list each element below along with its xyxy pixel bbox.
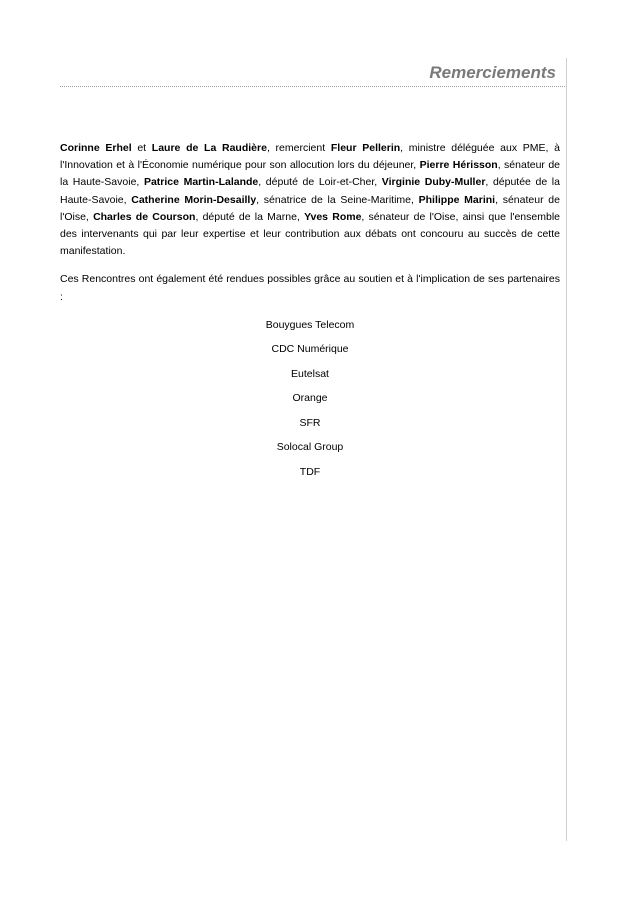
paragraph-text: , sénatrice de la Seine-Maritime,: [256, 193, 419, 206]
person-name: Fleur Pellerin: [330, 142, 401, 154]
acknowledgment-paragraph: [60, 140, 560, 260]
partner-item: Solocal Group: [276, 441, 344, 454]
paragraph-text: , remercient: [266, 142, 331, 154]
title-divider: [60, 86, 565, 87]
partner-item: SFR: [299, 416, 321, 429]
partner-item: TDF: [299, 465, 321, 478]
paragraph-text: , ministre déléguée aux PME, à l'Innovation et à l'Économie numérique pour son allocution lors du déjeuner,: [60, 142, 560, 172]
paragraph-text: , sénateur de l'Oise, ainsi que l'ensemble des intervenants qui par leur expertise et leur contribution aux débats ont concouru au succès de cette manifestation.: [60, 210, 560, 258]
page-margin-line: [566, 58, 567, 841]
person-name: Corinne Erhel: [60, 142, 132, 154]
paragraph-text: , sénateur de l'Oise,: [60, 193, 560, 223]
person-name: Virginie Duby-Muller: [381, 176, 486, 189]
partner-item: Orange: [292, 392, 328, 405]
page-title: Remerciements: [429, 63, 556, 82]
partners-list: [60, 317, 560, 481]
partner-item: Eutelsat: [291, 367, 329, 380]
person-name: Laure de La Raudière: [151, 142, 267, 154]
partner-item: CDC Numérique: [271, 343, 349, 356]
person-name: Charles de Courson: [93, 210, 196, 223]
page-body: [60, 140, 560, 488]
partners-intro-paragraph: Ces Rencontres ont également été rendues possibles grâce au soutien et à l'implication de ses partenaires :: [60, 273, 560, 303]
paragraph-text: , sénateur de la Haute-Savoie,: [60, 159, 561, 189]
paragraph-text: , député de Loir-et-Cher,: [258, 176, 382, 189]
partner-item: Bouygues Telecom: [265, 318, 355, 331]
person-name: Patrice Martin-Lalande: [143, 176, 259, 189]
person-name: Philippe Marini: [418, 193, 496, 206]
person-name: Pierre Hérisson: [419, 159, 498, 172]
paragraph-text: , député de la Marne,: [195, 210, 305, 223]
paragraph-text: et: [131, 142, 152, 154]
person-name: Yves Rome: [304, 210, 362, 223]
paragraph-text: , députée de la Haute-Savoie,: [60, 176, 560, 206]
person-name: Catherine Morin-Desailly: [131, 193, 257, 206]
